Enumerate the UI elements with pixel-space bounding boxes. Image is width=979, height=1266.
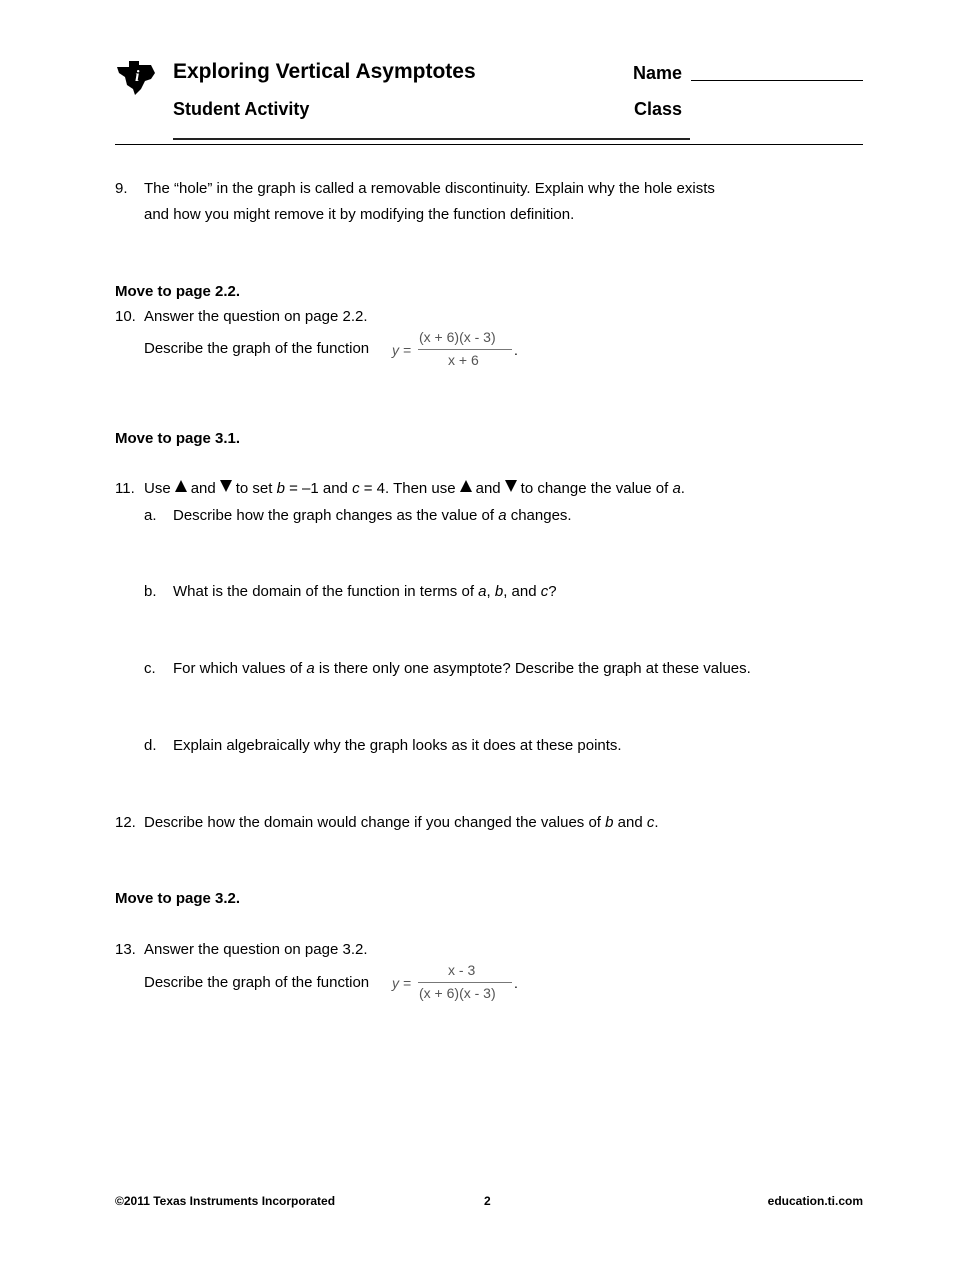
q11b-text: What is the domain of the function in terms of a, b, and c? [173,583,557,600]
q13-denominator: (x + 6)(x - 3) [419,985,496,1001]
q11c-text: For which values of a is there only one asymptote? Describe the graph at these values. [173,660,751,677]
q10-denominator: x + 6 [448,352,479,368]
q10-number: 10. [115,308,136,325]
page-title: Exploring Vertical Asymptotes [173,60,476,83]
footer-page-number: 2 [484,1194,491,1208]
q10-period: . [514,342,518,358]
q11d-label: d. [144,737,157,754]
q13-number: 13. [115,941,136,958]
q9-number: 9. [115,180,128,197]
footer-copyright: ©2011 Texas Instruments Incorporated [115,1194,336,1208]
q11-instructions: Use and to set b = –1 and c = 4. Then use and to change the value of a. [144,480,685,497]
up-arrow-icon [460,480,472,492]
class-label: Class [634,99,683,119]
move-to-page-2-2: Move to page 2.2. [115,283,241,300]
q13-period: . [514,975,518,991]
page-subtitle: Student Activity [173,99,310,119]
footer-site: education.ti.com [767,1194,863,1208]
q10-describe: Describe the graph of the function [144,340,370,357]
q10-y-eq: y = [392,342,412,358]
svg-text:i: i [135,68,140,85]
name-underline [691,80,863,81]
subtitle-divider [173,138,690,140]
q10-text: Answer the question on page 2.2. [144,308,368,325]
q12-text: Describe how the domain would change if you changed the values of b and c. [144,814,659,831]
name-label: Name [633,63,683,83]
move-to-page-3-2: Move to page 3.2. [115,890,241,907]
q11a-label: a. [144,507,157,524]
q13-fraction [390,962,520,1006]
down-arrow-icon [505,480,517,492]
q13-numerator: x - 3 [448,962,476,978]
q11c-label: c. [144,660,156,677]
q12-number: 12. [115,814,136,831]
header-divider [115,144,863,145]
q10-fraction [390,328,520,372]
move-to-page-3-1: Move to page 3.1. [115,430,241,447]
q11d-text: Explain algebraically why the graph looks as it does at these points. [173,737,622,754]
q11-number: 11. [115,480,135,497]
up-arrow-icon [175,480,187,492]
q11a-text: Describe how the graph changes as the value of a changes. [173,507,572,524]
q11b-label: b. [144,583,157,600]
down-arrow-icon [220,480,232,492]
q13-describe: Describe the graph of the function [144,974,370,991]
q10-numerator: (x + 6)(x - 3) [419,329,496,345]
q13-text: Answer the question on page 3.2. [144,941,368,958]
q13-y-eq: y = [392,975,412,991]
q9-line2: and how you might remove it by modifying the function definition. [144,206,575,223]
ti-logo-icon [115,59,157,97]
q9-line1: The “hole” in the graph is called a removable discontinuity. Explain why the hole exists [144,180,715,197]
